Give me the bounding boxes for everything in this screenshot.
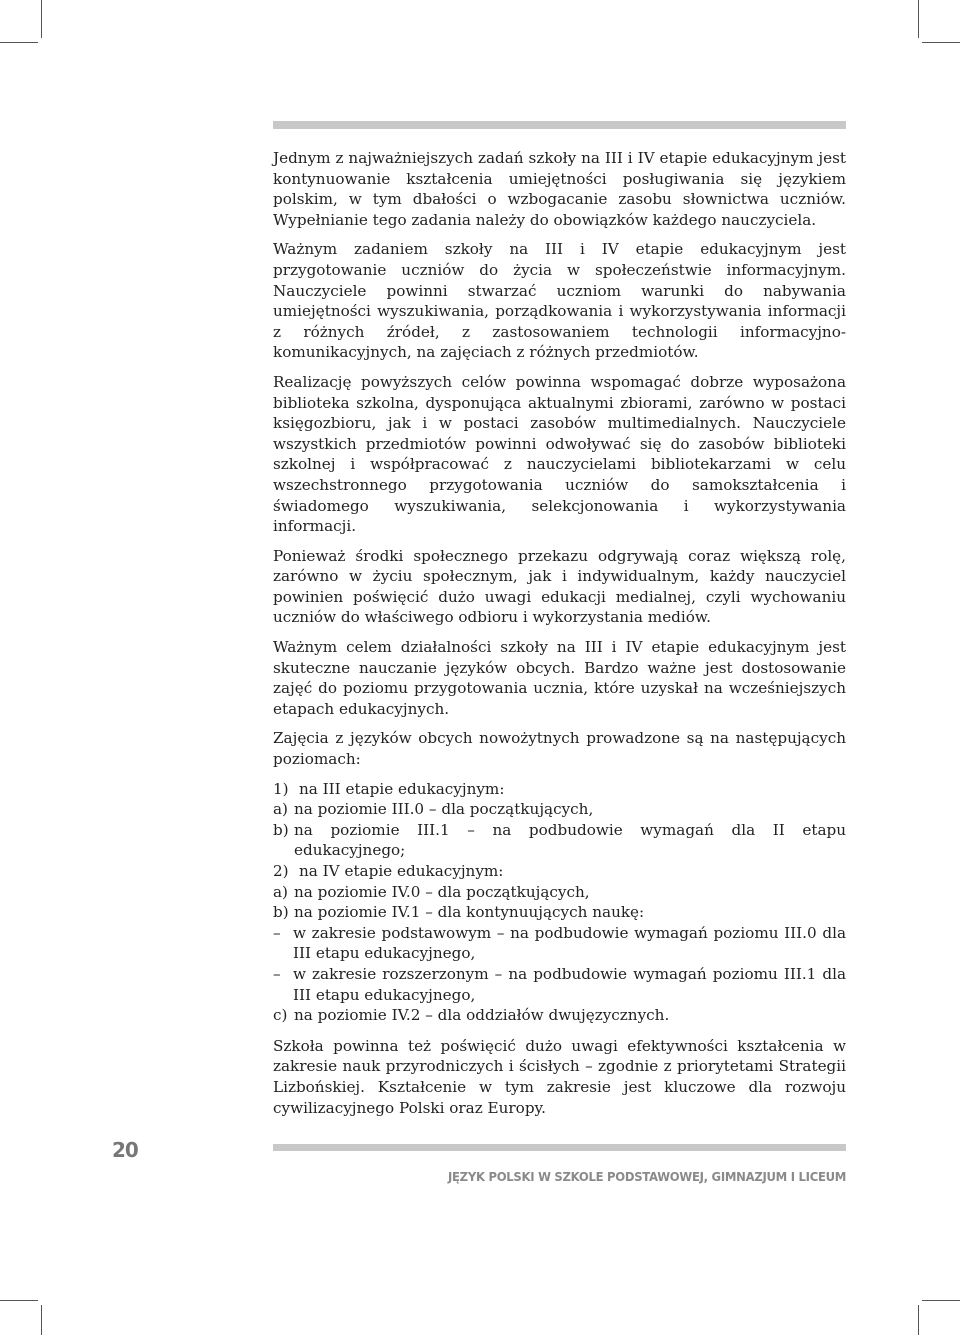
crop-mark [918,0,919,38]
list-item-text: na IV etapie edukacyjnym: [299,862,504,880]
list-item-text: w zakresie podstawowym – na podbudowie wymagań poziomu III.0 dla III etapu edukacyjnego, [293,923,846,963]
list-item [273,779,846,800]
paragraph: Ważnym celem działalności szkoły na III i IV etapie edukacyjnym jest skuteczne nauczanie języków obcych. Bardzo ważne jest dostosowanie zajęć do poziomu przygotowania ucznia, które uzyskał na wcześniejszych etapach edukacyjnych. [273,638,846,718]
list-item [273,923,846,964]
list-item [273,799,846,820]
language-levels-list [273,779,846,1026]
paragraph: Zajęcia z języków obcych nowożytnych prowadzone są na następujących poziomach: [273,729,846,769]
list-item [273,861,846,882]
list-item-number: b) [273,903,289,922]
crop-mark [918,1305,919,1335]
footer-title: JĘZYK POLSKI W SZKOLE PODSTAWOWEJ, GIMNAZJUM I LICEUM [447,1169,846,1184]
list-item [273,902,846,923]
list-item [273,1005,846,1026]
list-item-text: na poziomie III.1 – na podbudowie wymagań dla II etapu edukacyjnego; [294,820,846,860]
list-item-dash: – [273,923,281,942]
paragraph: Ponieważ środki społecznego przekazu odgrywają coraz większą rolę, zarówno w życiu społecznym, jak i indywidualnym, każdy nauczyciel powinien poświęcić dużo uwagi edukacji medialnej, czyli wychowaniu uczniów do właściwego odbioru i wykorzystania mediów. [273,546,846,627]
list-item [273,882,846,903]
list-item-number: c) [273,1006,288,1025]
crop-mark [922,1300,960,1301]
list-item-number: a) [273,800,288,819]
list-item-text: w zakresie rozszerzonym – na podbudowie wymagań poziomu III.1 dla III etapu edukacyjnego, [293,964,846,1004]
list-item [273,820,846,861]
list-item-text: na poziomie III.0 – dla początkujących, [294,800,594,819]
paragraph: Szkoła powinna też poświęcić dużo uwagi efektywności kształcenia w zakresie nauk przyrodniczych i ścisłych – zgodnie z priorytetami Strategii Lizbońskiej. Kształcenie w tym zakresie jest kluczowe dla rozwoju cywilizacyjnego Polski oraz Europy. [273,1036,846,1117]
list-item-text: na III etapie edukacyjnym: [299,779,505,798]
list-item-text: na poziomie IV.1 – dla kontynuujących naukę: [294,903,645,922]
list-item-number: 2) [273,862,289,880]
crop-mark [41,0,42,38]
footer-rule [273,1144,846,1151]
list-item-text: na poziomie IV.2 – dla oddziałów dwujęzycznych. [294,1006,670,1025]
crop-mark [41,1305,42,1335]
paragraph: Realizację powyższych celów powinna wspomagać dobrze wyposażona biblioteka szkolna, dysponująca aktualnymi zbiorami, zarówno w postaci księgozbioru, jak i w postaci zasobów multimedialnych. Nauczyciele wszystkich przedmiotów powinni odwoływać się do zasobów biblioteki szkolnej i współpracować z nauczycielami bibliotekarzami w celu wszechstronnego przygotowania uczniów do samokształcenia i świadomego wyszukiwania, selekcjonowania i wykorzystywania informacji. [273,372,846,536]
crop-mark [922,42,960,43]
list-item-number: b) [273,820,289,839]
list-item-dash: – [273,964,281,983]
list-item-number: a) [273,882,288,901]
list-item-text: na poziomie IV.0 – dla początkujących, [294,882,590,901]
list-item-number: 1) [273,779,289,798]
paragraph: Jednym z najważniejszych zadań szkoły na III i IV etapie edukacyjnym jest kontynuowanie kształcenia umiejętności posługiwania się językiem polskim, w tym dbałości o wzbogacanie zasobu słownictwa uczniów. Wypełnianie tego zadania należy do obowiązków każdego nauczyciela. [273,149,846,229]
list-item [273,964,846,1005]
crop-mark [0,1300,38,1301]
page-content [273,148,846,1127]
crop-mark [0,42,38,43]
paragraph: Ważnym zadaniem szkoły na III i IV etapie edukacyjnym jest przygotowanie uczniów do życia w społeczeństwie informacyjnym. Nauczyciele powinni stwarzać uczniom warunki do nabywania umiejętności wyszukiwania, porządkowania i wykorzystywania informacji z różnych źródeł, z zastosowaniem technologii informacyjno-komunikacyjnych, na zajęciach z różnych przedmiotów. [273,240,846,362]
header-rule [273,121,846,129]
page-number: 20 [112,1138,138,1162]
